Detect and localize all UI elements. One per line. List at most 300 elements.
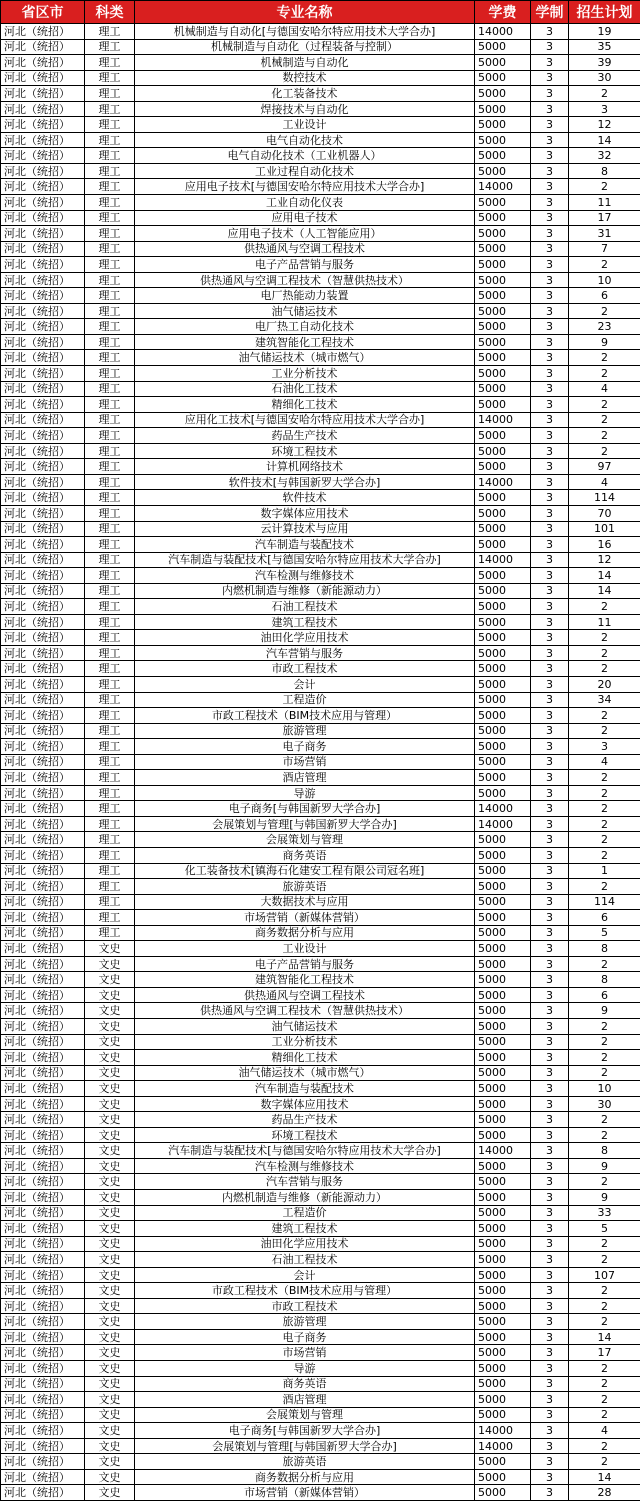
table-row	[1, 1190, 640, 1206]
tuition-cell: 5000	[475, 661, 531, 677]
duration-cell: 3	[531, 785, 569, 801]
major-name-cell: 市政工程技术（BIM技术应用与管理）	[135, 1283, 475, 1299]
major-name-cell: 石油化工技术	[135, 381, 475, 397]
duration-cell: 3	[531, 1081, 569, 1097]
province-cell: 河北（统招）	[1, 537, 85, 553]
major-name-cell: 油气储运技术（城市燃气）	[135, 350, 475, 366]
province-cell: 河北（统招）	[1, 1065, 85, 1081]
tuition-cell: 5000	[475, 1221, 531, 1237]
category-cell: 理工	[85, 210, 135, 226]
province-cell: 河北（统招）	[1, 879, 85, 895]
province-cell: 河北（统招）	[1, 1236, 85, 1252]
category-cell: 文史	[85, 1407, 135, 1423]
duration-cell: 3	[531, 552, 569, 568]
tuition-cell: 5000	[475, 319, 531, 335]
tuition-cell: 5000	[475, 925, 531, 941]
province-cell: 河北（统招）	[1, 1454, 85, 1470]
major-name-cell: 会展策划与管理[与韩国新罗大学合办]	[135, 1438, 475, 1454]
category-cell: 理工	[85, 86, 135, 102]
tuition-cell: 5000	[475, 1329, 531, 1345]
table-row	[1, 941, 640, 957]
table-row	[1, 288, 640, 304]
major-name-cell: 导游	[135, 785, 475, 801]
enrollment-plan-cell: 2	[569, 1454, 640, 1470]
table-row	[1, 1127, 640, 1143]
table-row	[1, 397, 640, 413]
table-row	[1, 708, 640, 724]
category-cell: 理工	[85, 39, 135, 55]
province-cell: 河北（统招）	[1, 1298, 85, 1314]
tuition-cell: 5000	[475, 366, 531, 382]
category-cell: 文史	[85, 1065, 135, 1081]
enrollment-plan-cell: 14	[569, 132, 640, 148]
tuition-cell: 5000	[475, 568, 531, 584]
duration-cell: 3	[531, 661, 569, 677]
enrollment-plan-cell: 9	[569, 1190, 640, 1206]
province-cell: 河北（统招）	[1, 319, 85, 335]
province-cell: 河北（统招）	[1, 350, 85, 366]
tuition-cell: 5000	[475, 972, 531, 988]
table-body	[1, 24, 640, 1501]
duration-cell: 3	[531, 739, 569, 755]
enrollment-plan-cell: 23	[569, 319, 640, 335]
table-row	[1, 630, 640, 646]
duration-cell: 3	[531, 770, 569, 786]
major-name-cell: 会展策划与管理	[135, 832, 475, 848]
tuition-cell: 5000	[475, 350, 531, 366]
enrollment-plan-cell: 2	[569, 428, 640, 444]
duration-cell: 3	[531, 987, 569, 1003]
category-cell: 理工	[85, 552, 135, 568]
province-cell: 河北（统招）	[1, 1019, 85, 1035]
major-name-cell: 内燃机制造与维修（新能源动力）	[135, 1190, 475, 1206]
category-cell: 文史	[85, 1469, 135, 1485]
table-row	[1, 1361, 640, 1377]
category-cell: 理工	[85, 661, 135, 677]
enrollment-plan-cell: 17	[569, 1345, 640, 1361]
major-name-cell: 汽车制造与装配技术	[135, 1081, 475, 1097]
enrollment-plan-cell: 2	[569, 1283, 640, 1299]
enrollment-plan-cell: 2	[569, 801, 640, 817]
duration-cell: 3	[531, 801, 569, 817]
enrollment-plan-cell: 12	[569, 117, 640, 133]
major-name-cell: 内燃机制造与维修（新能源动力）	[135, 583, 475, 599]
major-name-cell: 电气自动化技术	[135, 132, 475, 148]
duration-cell: 3	[531, 132, 569, 148]
enrollment-plan-cell: 2	[569, 179, 640, 195]
tuition-cell: 14000	[475, 24, 531, 40]
category-cell: 文史	[85, 1438, 135, 1454]
enrollment-plan-cell: 28	[569, 1485, 640, 1501]
province-cell: 河北（统招）	[1, 956, 85, 972]
tuition-cell: 5000	[475, 459, 531, 475]
duration-cell: 3	[531, 816, 569, 832]
duration-cell: 3	[531, 24, 569, 40]
major-name-cell: 机械制造与自动化	[135, 55, 475, 71]
table-row	[1, 350, 640, 366]
table-row	[1, 1174, 640, 1190]
enrollment-plan-cell: 2	[569, 661, 640, 677]
major-name-cell: 汽车检测与维修技术	[135, 1158, 475, 1174]
tuition-cell: 5000	[475, 1205, 531, 1221]
duration-cell: 3	[531, 1065, 569, 1081]
category-cell: 理工	[85, 925, 135, 941]
province-cell: 河北（统招）	[1, 987, 85, 1003]
duration-cell: 3	[531, 1438, 569, 1454]
enrollment-plan-cell: 2	[569, 1376, 640, 1392]
province-cell: 河北（统招）	[1, 972, 85, 988]
province-cell: 河北（统招）	[1, 428, 85, 444]
category-cell: 理工	[85, 257, 135, 273]
table-row	[1, 676, 640, 692]
enrollment-plan-cell: 2	[569, 630, 640, 646]
enrollment-plan-cell: 34	[569, 692, 640, 708]
duration-cell: 3	[531, 1127, 569, 1143]
province-cell: 河北（统招）	[1, 630, 85, 646]
table-row	[1, 692, 640, 708]
major-name-cell: 大数据技术与应用	[135, 894, 475, 910]
category-cell: 文史	[85, 1174, 135, 1190]
duration-cell: 3	[531, 428, 569, 444]
tuition-cell: 5000	[475, 86, 531, 102]
duration-cell: 3	[531, 1019, 569, 1035]
tuition-cell: 5000	[475, 708, 531, 724]
tuition-cell: 14000	[475, 179, 531, 195]
tuition-cell: 5000	[475, 101, 531, 117]
enrollment-plan-cell: 17	[569, 210, 640, 226]
tuition-cell: 5000	[475, 1392, 531, 1408]
table-row	[1, 661, 640, 677]
major-name-cell: 工业设计	[135, 117, 475, 133]
major-name-cell: 汽车营销与服务	[135, 1174, 475, 1190]
province-cell: 河北（统招）	[1, 148, 85, 164]
enrollment-plan-cell: 2	[569, 1174, 640, 1190]
major-name-cell: 石油工程技术	[135, 599, 475, 615]
major-name-cell: 供热通风与空调工程技术（智慧供热技术）	[135, 1003, 475, 1019]
table-row	[1, 1143, 640, 1159]
tuition-cell: 14000	[475, 816, 531, 832]
table-row	[1, 1438, 640, 1454]
duration-cell: 3	[531, 303, 569, 319]
category-cell: 理工	[85, 24, 135, 40]
tuition-cell: 5000	[475, 956, 531, 972]
duration-cell: 3	[531, 1112, 569, 1128]
category-cell: 理工	[85, 474, 135, 490]
enrollment-plan-cell: 5	[569, 1221, 640, 1237]
tuition-cell: 5000	[475, 894, 531, 910]
province-cell: 河北（统招）	[1, 366, 85, 382]
category-cell: 理工	[85, 381, 135, 397]
table-row	[1, 1096, 640, 1112]
table-row	[1, 863, 640, 879]
major-name-cell: 商务数据分析与应用	[135, 925, 475, 941]
table-row	[1, 1485, 640, 1501]
duration-cell: 3	[531, 847, 569, 863]
province-cell: 河北（统招）	[1, 599, 85, 615]
table-row	[1, 1407, 640, 1423]
category-cell: 文史	[85, 1283, 135, 1299]
header-enrollment-plan: 招生计划	[569, 1, 640, 24]
enrollment-plan-cell: 107	[569, 1267, 640, 1283]
major-name-cell: 旅游管理	[135, 723, 475, 739]
province-cell: 河北（统招）	[1, 474, 85, 490]
category-cell: 理工	[85, 272, 135, 288]
tuition-cell: 5000	[475, 381, 531, 397]
tuition-cell: 5000	[475, 195, 531, 211]
enrollment-plan-cell: 2	[569, 1392, 640, 1408]
enrollment-plan-cell: 39	[569, 55, 640, 71]
tuition-cell: 5000	[475, 148, 531, 164]
enrollment-plan-cell: 5	[569, 925, 640, 941]
enrollment-plan-cell: 2	[569, 1127, 640, 1143]
province-cell: 河北（统招）	[1, 303, 85, 319]
table-row	[1, 505, 640, 521]
enrollment-plan-cell: 70	[569, 505, 640, 521]
enrollment-plan-cell: 2	[569, 1314, 640, 1330]
category-cell: 理工	[85, 630, 135, 646]
major-name-cell: 汽车制造与装配技术[与德国安哈尔特应用技术大学合办]	[135, 552, 475, 568]
category-cell: 文史	[85, 956, 135, 972]
province-cell: 河北（统招）	[1, 132, 85, 148]
category-cell: 文史	[85, 1252, 135, 1268]
tuition-cell: 5000	[475, 257, 531, 273]
tuition-cell: 5000	[475, 1019, 531, 1035]
category-cell: 文史	[85, 1112, 135, 1128]
table-row	[1, 1221, 640, 1237]
enrollment-plan-cell: 6	[569, 288, 640, 304]
duration-cell: 3	[531, 179, 569, 195]
province-cell: 河北（统招）	[1, 1221, 85, 1237]
tuition-cell: 5000	[475, 1267, 531, 1283]
major-name-cell: 酒店管理	[135, 770, 475, 786]
province-cell: 河北（统招）	[1, 1345, 85, 1361]
major-name-cell: 机械制造与自动化（过程装备与控制）	[135, 39, 475, 55]
province-cell: 河北（统招）	[1, 1003, 85, 1019]
major-name-cell: 药品生产技术	[135, 428, 475, 444]
header-category: 科类	[85, 1, 135, 24]
table-row	[1, 552, 640, 568]
table-row	[1, 956, 640, 972]
major-name-cell: 电子产品营销与服务	[135, 956, 475, 972]
duration-cell: 3	[531, 941, 569, 957]
major-name-cell: 工业过程自动化技术	[135, 163, 475, 179]
tuition-cell: 5000	[475, 303, 531, 319]
duration-cell: 3	[531, 1485, 569, 1501]
tuition-cell: 5000	[475, 1469, 531, 1485]
category-cell: 文史	[85, 1096, 135, 1112]
category-cell: 文史	[85, 1190, 135, 1206]
enrollment-plan-cell: 14	[569, 1469, 640, 1485]
duration-cell: 3	[531, 863, 569, 879]
table-row	[1, 801, 640, 817]
tuition-cell: 5000	[475, 163, 531, 179]
major-name-cell: 工业设计	[135, 941, 475, 957]
enrollment-plan-cell: 30	[569, 70, 640, 86]
category-cell: 文史	[85, 1267, 135, 1283]
tuition-cell: 5000	[475, 428, 531, 444]
category-cell: 理工	[85, 179, 135, 195]
category-cell: 理工	[85, 521, 135, 537]
tuition-cell: 14000	[475, 552, 531, 568]
table-row	[1, 1034, 640, 1050]
major-name-cell: 机械制造与自动化[与德国安哈尔特应用技术大学合办]	[135, 24, 475, 40]
duration-cell: 3	[531, 1190, 569, 1206]
category-cell: 理工	[85, 319, 135, 335]
table-row	[1, 241, 640, 257]
province-cell: 河北（统招）	[1, 163, 85, 179]
table-row	[1, 754, 640, 770]
enrollment-plan-cell: 4	[569, 381, 640, 397]
enrollment-plan-cell: 2	[569, 1019, 640, 1035]
category-cell: 理工	[85, 101, 135, 117]
major-name-cell: 电厂热能动力装置	[135, 288, 475, 304]
table-row	[1, 925, 640, 941]
duration-cell: 3	[531, 86, 569, 102]
tuition-cell: 5000	[475, 334, 531, 350]
category-cell: 理工	[85, 801, 135, 817]
enrollment-plan-cell: 2	[569, 879, 640, 895]
enrollment-plan-cell: 2	[569, 412, 640, 428]
province-cell: 河北（统招）	[1, 241, 85, 257]
enrollment-plan-cell: 8	[569, 972, 640, 988]
major-name-cell: 化工装备技术[镇海石化建安工程有限公司冠名班]	[135, 863, 475, 879]
province-cell: 河北（统招）	[1, 708, 85, 724]
major-name-cell: 建筑工程技术	[135, 1221, 475, 1237]
category-cell: 文史	[85, 1221, 135, 1237]
major-name-cell: 建筑智能化工程技术	[135, 972, 475, 988]
category-cell: 理工	[85, 754, 135, 770]
category-cell: 理工	[85, 832, 135, 848]
major-name-cell: 供热通风与空调工程技术（智慧供热技术）	[135, 272, 475, 288]
table-row	[1, 1454, 640, 1470]
category-cell: 理工	[85, 443, 135, 459]
major-name-cell: 数字媒体应用技术	[135, 505, 475, 521]
province-cell: 河北（统招）	[1, 24, 85, 40]
province-cell: 河北（统招）	[1, 1034, 85, 1050]
tuition-cell: 14000	[475, 412, 531, 428]
table-row	[1, 1019, 640, 1035]
enrollment-plan-cell: 1	[569, 863, 640, 879]
major-name-cell: 建筑工程技术	[135, 614, 475, 630]
duration-cell: 3	[531, 537, 569, 553]
table-row	[1, 1112, 640, 1128]
major-name-cell: 汽车检测与维修技术	[135, 568, 475, 584]
duration-cell: 3	[531, 1283, 569, 1299]
enrollment-plan-cell: 12	[569, 552, 640, 568]
province-cell: 河北（统招）	[1, 1205, 85, 1221]
category-cell: 理工	[85, 148, 135, 164]
duration-cell: 3	[531, 397, 569, 413]
major-name-cell: 旅游英语	[135, 879, 475, 895]
table-row	[1, 163, 640, 179]
table-row	[1, 1252, 640, 1268]
tuition-cell: 5000	[475, 1158, 531, 1174]
major-name-cell: 油气储运技术	[135, 303, 475, 319]
duration-cell: 3	[531, 599, 569, 615]
province-cell: 河北（统招）	[1, 941, 85, 957]
tuition-cell: 5000	[475, 723, 531, 739]
duration-cell: 3	[531, 708, 569, 724]
duration-cell: 3	[531, 676, 569, 692]
enrollment-plan-cell: 2	[569, 397, 640, 413]
major-name-cell: 云计算技术与应用	[135, 521, 475, 537]
table-row	[1, 1423, 640, 1439]
table-row	[1, 39, 640, 55]
tuition-cell: 5000	[475, 676, 531, 692]
tuition-cell: 5000	[475, 847, 531, 863]
table-row	[1, 1283, 640, 1299]
province-cell: 河北（统招）	[1, 1407, 85, 1423]
province-cell: 河北（统招）	[1, 1112, 85, 1128]
province-cell: 河北（统招）	[1, 832, 85, 848]
province-cell: 河北（统招）	[1, 195, 85, 211]
province-cell: 河北（统招）	[1, 86, 85, 102]
category-cell: 文史	[85, 1127, 135, 1143]
table-row	[1, 257, 640, 273]
table-row	[1, 334, 640, 350]
header-row	[1, 1, 640, 24]
category-cell: 理工	[85, 490, 135, 506]
enrollment-plan-cell: 2	[569, 1236, 640, 1252]
category-cell: 文史	[85, 1081, 135, 1097]
duration-cell: 3	[531, 490, 569, 506]
province-cell: 河北（统招）	[1, 1376, 85, 1392]
province-cell: 河北（统招）	[1, 1127, 85, 1143]
category-cell: 理工	[85, 70, 135, 86]
major-name-cell: 旅游管理	[135, 1314, 475, 1330]
major-name-cell: 导游	[135, 1361, 475, 1377]
enrollment-plan-cell: 11	[569, 614, 640, 630]
province-cell: 河北（统招）	[1, 459, 85, 475]
category-cell: 文史	[85, 1050, 135, 1066]
category-cell: 文史	[85, 972, 135, 988]
major-name-cell: 精细化工技术	[135, 1050, 475, 1066]
enrollment-plan-cell: 14	[569, 1329, 640, 1345]
table-row	[1, 723, 640, 739]
duration-cell: 3	[531, 148, 569, 164]
category-cell: 文史	[85, 1314, 135, 1330]
province-cell: 河北（统招）	[1, 568, 85, 584]
province-cell: 河北（统招）	[1, 179, 85, 195]
major-name-cell: 电气自动化技术（工业机器人）	[135, 148, 475, 164]
province-cell: 河北（统招）	[1, 676, 85, 692]
enrollment-plan-cell: 32	[569, 148, 640, 164]
enrollment-plan-cell: 33	[569, 1205, 640, 1221]
major-name-cell: 应用电子技术[与德国安哈尔特应用技术大学合办]	[135, 179, 475, 195]
tuition-cell: 5000	[475, 879, 531, 895]
major-name-cell: 精细化工技术	[135, 397, 475, 413]
table-row	[1, 24, 640, 40]
category-cell: 理工	[85, 785, 135, 801]
province-cell: 河北（统招）	[1, 101, 85, 117]
enrollment-plan-cell: 2	[569, 1361, 640, 1377]
duration-cell: 3	[531, 1143, 569, 1159]
tuition-cell: 5000	[475, 1376, 531, 1392]
tuition-cell: 5000	[475, 241, 531, 257]
duration-cell: 3	[531, 583, 569, 599]
province-cell: 河北（统招）	[1, 692, 85, 708]
duration-cell: 3	[531, 101, 569, 117]
table-row	[1, 303, 640, 319]
table-row	[1, 366, 640, 382]
duration-cell: 3	[531, 692, 569, 708]
table-row	[1, 568, 640, 584]
duration-cell: 3	[531, 1454, 569, 1470]
major-name-cell: 软件技术[与韩国新罗大学合办]	[135, 474, 475, 490]
province-cell: 河北（统招）	[1, 1485, 85, 1501]
tuition-cell: 5000	[475, 226, 531, 242]
duration-cell: 3	[531, 210, 569, 226]
